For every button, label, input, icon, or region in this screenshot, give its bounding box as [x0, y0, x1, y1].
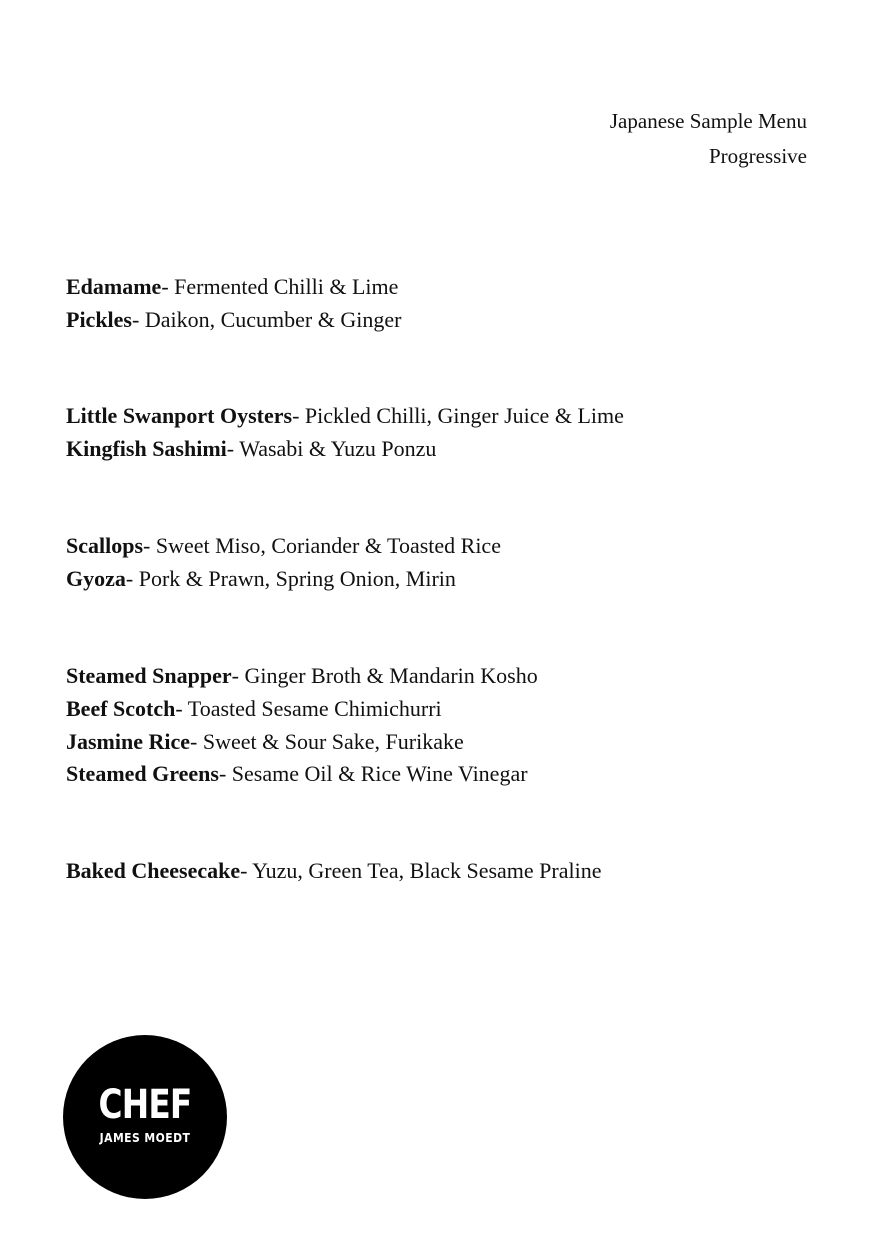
- dish-description: - Pickled Chilli, Ginger Juice & Lime: [292, 403, 624, 429]
- dish-description: - Sesame Oil & Rice Wine Vinegar: [218, 761, 528, 787]
- menu-item: [66, 726, 826, 759]
- dish-description: - Sweet & Sour Sake, Furikake: [190, 728, 464, 754]
- course-1: [66, 271, 826, 336]
- dish-name: Baked Cheesecake: [66, 858, 241, 884]
- menu-item: [66, 855, 826, 888]
- menu-item: [66, 693, 826, 726]
- dish-name: Pickles: [66, 306, 132, 332]
- course-3: [66, 530, 826, 595]
- menu-item: [66, 660, 826, 693]
- menu-item: [66, 271, 826, 304]
- dish-description: - Yuzu, Green Tea, Black Sesame Praline: [240, 858, 602, 884]
- menu-header: [610, 104, 807, 174]
- menu-subtitle: Progressive: [709, 144, 807, 168]
- dish-description: - Pork & Prawn, Spring Onion, Mirin: [125, 565, 456, 591]
- menu-courses: [66, 271, 826, 952]
- menu-item: [66, 530, 826, 563]
- dish-name: Steamed Snapper: [66, 663, 232, 689]
- logo-chef-text: CHEF: [98, 1082, 192, 1128]
- dish-description: - Toasted Sesame Chimichurri: [175, 695, 442, 721]
- menu-item: [66, 400, 826, 433]
- logo-name-text: JAMES MOEDT: [99, 1131, 191, 1145]
- menu-title: Japanese Sample Menu: [609, 109, 807, 133]
- dish-description: - Fermented Chilli & Lime: [161, 274, 399, 299]
- menu-item: [66, 304, 826, 337]
- chef-logo: [63, 1035, 227, 1199]
- dish-name: Jasmine Rice: [66, 728, 191, 754]
- dish-description: - Sweet Miso, Coriander & Toasted Rice: [143, 532, 501, 558]
- dish-description: - Ginger Broth & Mandarin Kosho: [231, 663, 538, 689]
- dish-description: - Daikon, Cucumber & Ginger: [132, 306, 402, 332]
- dish-name: Beef Scotch: [66, 695, 176, 721]
- dish-name: Gyoza: [66, 565, 126, 591]
- course-5: [66, 855, 826, 888]
- menu-item: [66, 433, 826, 466]
- menu-item: [66, 563, 826, 596]
- course-4: [66, 660, 826, 791]
- dish-name: Scallops: [66, 532, 144, 558]
- dish-name: Edamame: [66, 274, 162, 299]
- dish-name: Steamed Greens: [66, 761, 219, 787]
- dish-description: - Wasabi & Yuzu Ponzu: [226, 436, 437, 462]
- menu-item: [66, 758, 826, 791]
- dish-name: Little Swanport Oysters: [66, 403, 293, 429]
- dish-name: Kingfish Sashimi: [66, 436, 227, 462]
- course-2: [66, 400, 826, 465]
